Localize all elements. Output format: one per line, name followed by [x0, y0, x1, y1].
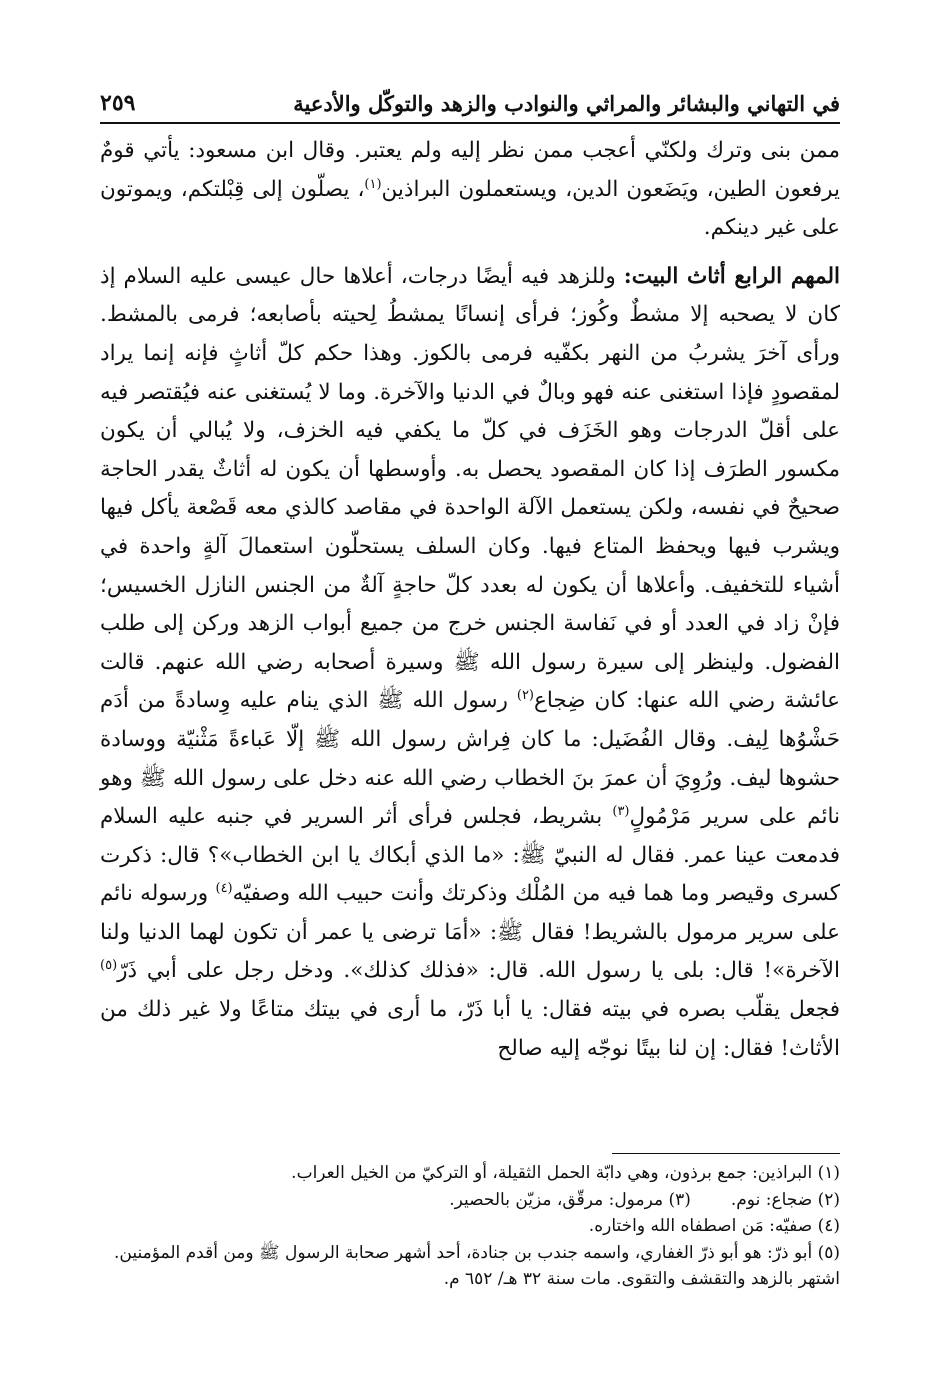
- paragraph-1: [100, 132, 840, 248]
- footnote-ref-1: (١): [364, 176, 382, 192]
- paragraph-2-part-d: ورسوله نائم على سرير مرمول بالشريط! فقال ﷺ: «أمَا ترضى يا عمر أن تكون لهما الدنيا ولنا الآخرة»! قال: بلى يا رسول الله. قال: «فذلك كذلك». ودخل رجل على أبي ذَرّ: [100, 881, 840, 984]
- footnote-2: (٢) ضجاع: نوم.: [730, 1189, 840, 1210]
- page-number: ٢٥٩: [100, 90, 136, 116]
- paragraph-2-part-e: فجعل يقلّب بصره في بيته فقال: يا أبا ذَرّ، ما أرى في بيتك متاعًا ولا غير ذلك من الأثاث! فقال: إن لنا بيتًا نوجّه إليه صالح: [100, 997, 840, 1061]
- main-text: [100, 132, 840, 1068]
- footnote-ref-2: (٢): [516, 688, 534, 704]
- footnote-ref-5: (٥): [100, 958, 118, 974]
- footnote-5: (٥) أبو ذرّ: هو أبو ذرّ الغفاري، واسمه جندب بن جنادة، أحد أشهر صحابة الرسول ﷺ ومن أقدم المؤمنين. اشتهر بالزهد والتقشف والتقوى. مات سنة ٣٢ هـ/ ٦٥٢ م.: [114, 1242, 840, 1289]
- footnote-row-2-3: [100, 1187, 840, 1214]
- paragraph-1-text: ممن بنى وترك ولكنّي أعجب ممن نظر إليه ولم يعتبر. وقال ابن مسعود: يأتي قومٌ يرفعون الطين، ويَضَعون الدين، ويستعملون البراذين: [100, 138, 840, 202]
- section-heading: المهم الرابع أثاث البيت:: [623, 263, 840, 289]
- footnote-3: (٣) مرمول: مرقّق، مزيّن بالحصير.: [449, 1189, 691, 1210]
- paragraph-2-part-a: وللزهد فيه أيضًا درجات، أعلاها حال عيسى عليه السلام إذ كان لا يصحبه إلا مشطٌ وكُوز؛ فرأى إنسانًا يمشطُ لِحيته بأصابعه؛ فرمى بالمشط. ورأى آخرَ يشربُ من النهر بكفّيه فرمى بالكوز. وهذا حكم كلّ أثاثٍ فإنه إنما يراد لمقصودٍ فإذا استغنى عنه فهو وبالٌ في الدنيا والآخرة. وما لا يُستغنى عنه فيُقتصر فيه على أقلّ الدرجات وهو الخَزَف في كلّ ما يكفي فيه الخزف، ولا يُبالي أن يكون مكسور الطرَف إذا كان المقصود يحصل به. وأوسطها أن يكون له أثاثٌ يقدر الحاجة صحيحٌ في نفسه، ولكن يستعمل الآلة الواحدة في مقاصد كالذي معه قَصْعة يأكل فيها ويشرب فيها ويحفظ المتاع فيها. وكان السلف يستحلّون استعمالَ آلةٍ واحدة في أشياء للتخفيف. وأعلاها أن يكون له بعدد كلّ حاجةٍ آلةٌ من الجنس النازل الخسيس؛ فإنْ زاد في العدد أو في نَفاسة الجنس خرج من جميع أبواب الزهد وركن إلى طلب الفضول. ولينظر إلى سيرة رسول الله ﷺ وسيرة أصحابه رضي الله عنهم. قالت عائشة رضي الله عنها: كان ضِجاع: [100, 263, 840, 714]
- chapter-title: في التهاني والبشائر والمراثي والنوادب والزهد والتوكّل والأدعية: [293, 91, 840, 116]
- footnote-ref-3: (٣): [612, 803, 630, 819]
- footnote-ref-4: (٤): [215, 881, 233, 897]
- footnotes: [100, 1160, 840, 1293]
- paragraph-2-part-b: رسول الله ﷺ الذي ينام عليه وِسادةً من أدَم حَشْوُها لِيف. وقال الفُضَيل: ما كان فِراش رسول الله ﷺ إلّا عَباءةً مَثْنيّة ووسادة حشوها ليف. ورُوِيَ أن عمرَ بنَ الخطاب رضي الله عنه دخل على رسول الله ﷺ وهو نائم على سرير مَرْمُولٍ: [100, 688, 840, 830]
- paragraph-1-end: ، يصلّون إلى قِبْلتكم، ويموتون على غير دينكم.: [100, 176, 840, 241]
- running-header: [100, 80, 840, 124]
- paragraph-2-part-c: بشريط، فجلس فرأى أثر السرير في جنبه عليه السلام فدمعت عينا عمر. فقال له النبيّ ﷺ: «ما الذي أبكاك يا ابن الخطاب»؟ قال: ذكرت كسرى وقيصر وما هما فيه من المُلْك وذكرتك وأنت حبيب الله وصفيّه: [100, 804, 840, 907]
- footnote-4: (٤) صفيّه: مَن اصطفاه الله واختاره.: [588, 1216, 840, 1236]
- footnote-1: (١) البراذين: جمع برذون، وهي دابّة الحمل الثقيلة، أو التركيّ من الخيل العراب.: [291, 1163, 840, 1183]
- paragraph-2: [100, 258, 840, 1068]
- footnote-separator: [612, 1153, 840, 1154]
